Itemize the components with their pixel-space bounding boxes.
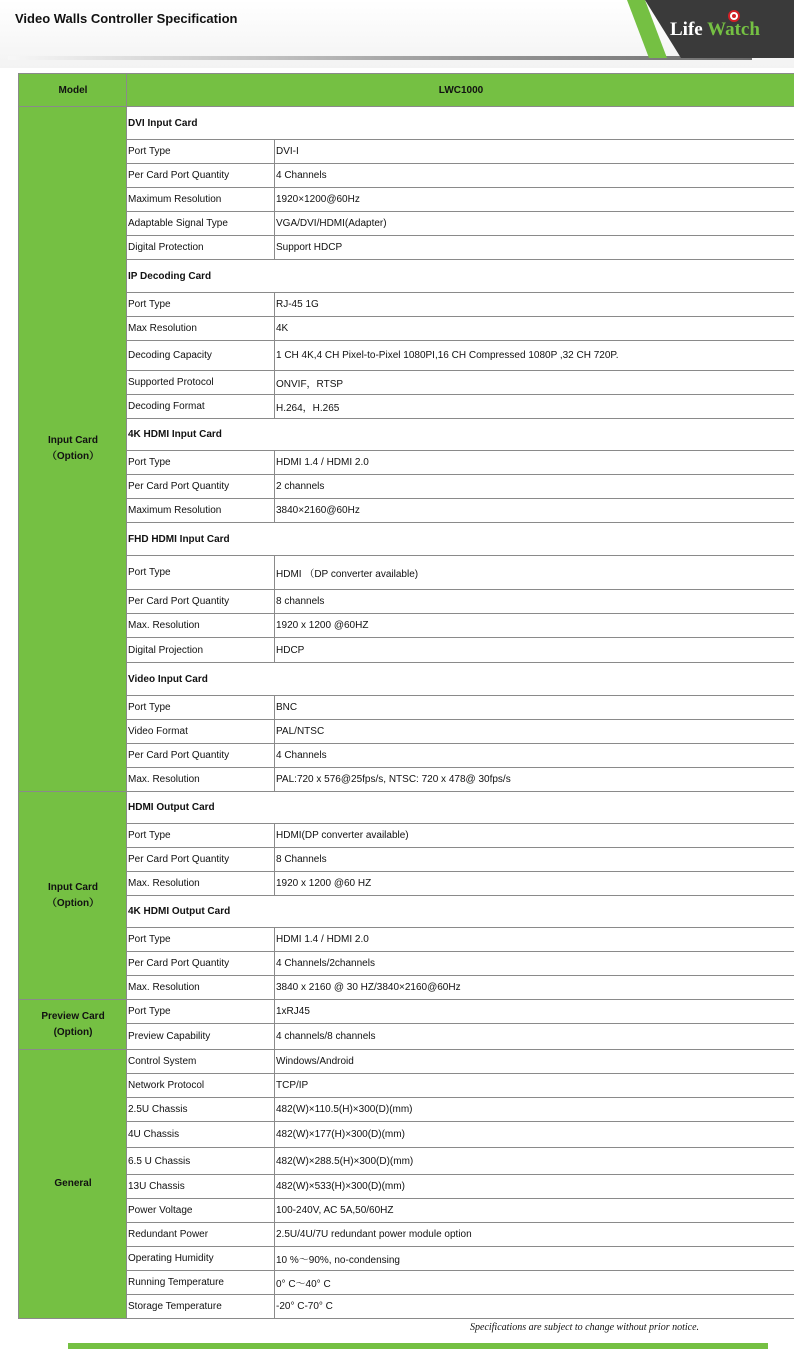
logo-word-life: Life (670, 19, 703, 40)
group-label-line: (Option) (53, 1026, 93, 1038)
spec-label: Port Type (127, 824, 275, 848)
general-group: General (19, 1050, 127, 1319)
spec-label: Digital Protection (127, 236, 275, 260)
spec-value: TCP/IP (275, 1074, 794, 1098)
spec-value: Support HDCP (275, 236, 794, 260)
spec-label: Power Voltage (127, 1199, 275, 1223)
spec-value: HDCP (275, 638, 794, 663)
spec-row (19, 1223, 794, 1247)
spec-value: 1920 x 1200 @60 HZ (275, 872, 794, 896)
spec-label: Per Card Port Quantity (127, 475, 275, 499)
spec-label: 13U Chassis (127, 1175, 275, 1199)
spec-row (19, 556, 794, 590)
spec-label: Network Protocol (127, 1074, 275, 1098)
spec-value: Windows/Android (275, 1050, 794, 1074)
group-label-line: Preview Card (41, 1010, 105, 1022)
section-title: 4K HDMI Input Card (127, 419, 794, 451)
spec-row (19, 928, 794, 952)
spec-label: Per Card Port Quantity (127, 164, 275, 188)
spec-row (19, 1098, 794, 1122)
spec-label: Port Type (127, 140, 275, 164)
spec-label: Maximum Resolution (127, 188, 275, 212)
spec-label: Digital Projection (127, 638, 275, 663)
section-header-row (19, 260, 794, 293)
spec-row (19, 212, 794, 236)
spec-row (19, 1148, 794, 1175)
spec-value: HDMI 1.4 / HDMI 2.0 (275, 928, 794, 952)
spec-row (19, 451, 794, 475)
spec-value: H.264，H.265 (275, 395, 794, 419)
spec-row (19, 236, 794, 260)
spec-value: 100-240V, AC 5A,50/60HZ (275, 1199, 794, 1223)
spec-label: Per Card Port Quantity (127, 848, 275, 872)
spec-value: 1920 x 1200 @60HZ (275, 614, 794, 638)
spec-row (19, 976, 794, 1000)
spec-value: 4 Channels/2channels (275, 952, 794, 976)
spec-row (19, 872, 794, 896)
spec-value: RJ-45 1G (275, 293, 794, 317)
spec-value: 4 Channels (275, 164, 794, 188)
spec-value: 482(W)×177(H)×300(D)(mm) (275, 1122, 794, 1148)
spec-label: Max Resolution (127, 317, 275, 341)
spec-label: Decoding Format (127, 395, 275, 419)
spec-label: 4U Chassis (127, 1122, 275, 1148)
spec-label: Supported Protocol (127, 371, 275, 395)
logo-word-watch: Watch (707, 19, 760, 40)
spec-row (19, 499, 794, 523)
spec-row (19, 1271, 794, 1295)
spec-row (19, 140, 794, 164)
spec-label: Control System (127, 1050, 275, 1074)
spec-value: 482(W)×533(H)×300(D)(mm) (275, 1175, 794, 1199)
spec-row (19, 614, 794, 638)
spec-row (19, 395, 794, 419)
spec-row (19, 1024, 794, 1050)
spec-value: 10 %～90%, no-condensing (275, 1247, 794, 1271)
spec-value: 4K (275, 317, 794, 341)
spec-value: 3840×2160@60Hz (275, 499, 794, 523)
group-label-line: （Option） (46, 451, 100, 462)
spec-label: Port Type (127, 928, 275, 952)
spec-row (19, 1295, 794, 1319)
section-title: HDMI Output Card (127, 792, 794, 824)
spec-row (19, 638, 794, 663)
spec-row (19, 720, 794, 744)
section-header-row (19, 523, 794, 556)
spec-row (19, 1122, 794, 1148)
spec-value: 482(W)×110.5(H)×300(D)(mm) (275, 1098, 794, 1122)
spec-row (19, 188, 794, 212)
group-label-line: （Option） (46, 897, 100, 909)
spec-row (19, 1000, 794, 1024)
model-label: Model (19, 74, 127, 107)
spec-label: Running Temperature (127, 1271, 275, 1295)
section-title: Video Input Card (127, 663, 794, 696)
spec-value: PAL:720 x 576@25fps/s, NTSC: 720 x 478@ 30fps/s (275, 768, 794, 792)
spec-value: 8 Channels (275, 848, 794, 872)
spec-label: Video Format (127, 720, 275, 744)
spec-label: Per Card Port Quantity (127, 744, 275, 768)
spec-row (19, 371, 794, 395)
spec-value: 1920×1200@60Hz (275, 188, 794, 212)
section-title: IP Decoding Card (127, 260, 794, 293)
section-header-row (19, 792, 794, 824)
spec-value: 8 channels (275, 590, 794, 614)
spec-value: DVI-I (275, 140, 794, 164)
spec-label: 2.5U Chassis (127, 1098, 275, 1122)
spec-row (19, 590, 794, 614)
spec-label: Max. Resolution (127, 614, 275, 638)
model-row (19, 74, 794, 107)
spec-row (19, 848, 794, 872)
spec-value: 2 channels (275, 475, 794, 499)
spec-row (19, 1050, 794, 1074)
spec-row (19, 293, 794, 317)
spec-row (19, 768, 794, 792)
group-label-line: Input Card (48, 435, 98, 446)
spec-row (19, 164, 794, 188)
section-title: DVI Input Card (127, 107, 794, 140)
spec-row (19, 744, 794, 768)
spec-label: Port Type (127, 1000, 275, 1024)
spec-value: 4 Channels (275, 744, 794, 768)
spec-value: 1xRJ45 (275, 1000, 794, 1024)
section-header-row (19, 107, 794, 140)
spec-label: Adaptable Signal Type (127, 212, 275, 236)
brand-logo (670, 19, 760, 41)
spec-label: Port Type (127, 556, 275, 590)
spec-label: 6.5 U Chassis (127, 1148, 275, 1175)
group-label-line: Input Card (48, 881, 98, 893)
spec-value: ONVIF，RTSP (275, 371, 794, 395)
spec-label: Preview Capability (127, 1024, 275, 1050)
section-title: FHD HDMI Input Card (127, 523, 794, 556)
spec-value: -20° C-70° C (275, 1295, 794, 1319)
preview-card-group (19, 1000, 127, 1050)
input-card-group (19, 107, 127, 792)
spec-value: HDMI(DP converter available) (275, 824, 794, 848)
spec-value: HDMI 1.4 / HDMI 2.0 (275, 451, 794, 475)
spec-row (19, 696, 794, 720)
spec-value: VGA/DVI/HDMI(Adapter) (275, 212, 794, 236)
spec-value: PAL/NTSC (275, 720, 794, 744)
spec-value: BNC (275, 696, 794, 720)
footer-bar (68, 1343, 768, 1349)
spec-label: Port Type (127, 293, 275, 317)
spec-row (19, 475, 794, 499)
spec-label: Port Type (127, 451, 275, 475)
spec-row (19, 1074, 794, 1098)
spec-row (19, 952, 794, 976)
spec-value: 4 channels/8 channels (275, 1024, 794, 1050)
section-header-row (19, 419, 794, 451)
spec-row (19, 317, 794, 341)
model-value: LWC1000 (127, 74, 794, 107)
spec-label: Per Card Port Quantity (127, 590, 275, 614)
spec-label: Storage Temperature (127, 1295, 275, 1319)
spec-label: Decoding Capacity (127, 341, 275, 371)
spec-value: HDMI （DP converter available) (275, 556, 794, 590)
spec-label: Operating Humidity (127, 1247, 275, 1271)
spec-row (19, 341, 794, 371)
document-title: Video Walls Controller Specification (15, 11, 238, 26)
spec-value: 3840 x 2160 @ 30 HZ/3840×2160@60Hz (275, 976, 794, 1000)
spec-row (19, 1247, 794, 1271)
section-title: 4K HDMI Output Card (127, 896, 794, 928)
spec-label: Max. Resolution (127, 872, 275, 896)
spec-value: 1 CH 4K,4 CH Pixel-to-Pixel 1080PI,16 CH Compressed 1080P ,32 CH 720P. (275, 341, 794, 371)
spec-label: Redundant Power (127, 1223, 275, 1247)
section-header-row (19, 896, 794, 928)
spec-value: 0° C～40° C (275, 1271, 794, 1295)
spec-value: 482(W)×288.5(H)×300(D)(mm) (275, 1148, 794, 1175)
page-header (0, 0, 794, 68)
spec-row (19, 1199, 794, 1223)
disclaimer-note: Specifications are subject to change without prior notice. (470, 1322, 700, 1333)
header-divider (8, 56, 752, 60)
output-card-group (19, 792, 127, 1000)
spec-label: Maximum Resolution (127, 499, 275, 523)
section-header-row (19, 663, 794, 696)
spec-label: Max. Resolution (127, 976, 275, 1000)
spec-value: 2.5U/4U/7U redundant power module option (275, 1223, 794, 1247)
spec-label: Max. Resolution (127, 768, 275, 792)
spec-label: Per Card Port Quantity (127, 952, 275, 976)
spec-table (18, 73, 794, 1319)
spec-label: Port Type (127, 696, 275, 720)
spec-row (19, 824, 794, 848)
spec-row (19, 1175, 794, 1199)
